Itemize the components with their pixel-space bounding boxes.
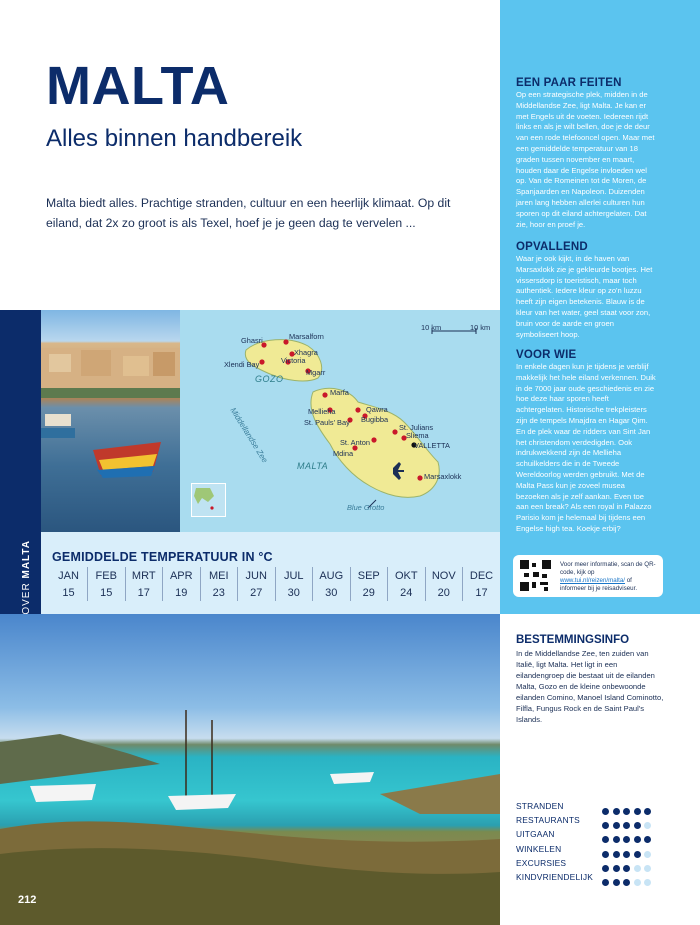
month-cell: MEI	[200, 567, 238, 584]
map-place: Marsaxlokk	[424, 472, 462, 481]
rating-row	[516, 814, 666, 828]
facts-heading: EEN PAAR FEITEN	[516, 77, 622, 89]
intro-paragraph: Malta biedt alles. Prachtige stranden, cultuur en een heerlijk klimaat. Op dit eiland, dat 2x zo groot is als Texel, hoef je je geen dag te vervelen ...	[46, 196, 451, 230]
month-cell: APR	[163, 567, 201, 584]
harbor-illustration	[41, 310, 180, 532]
rating-row	[516, 843, 666, 857]
map-place: VALLETTA	[414, 441, 450, 450]
facts-section	[516, 76, 658, 230]
map-scale: 10 km	[421, 323, 442, 332]
month-cell: SEP	[350, 567, 388, 584]
audience-section	[516, 348, 658, 535]
page-subtitle: Alles binnen handbereik	[46, 125, 303, 152]
rating-dot-filled	[602, 879, 609, 886]
month-cell: JUL	[275, 567, 313, 584]
temp-cell: 30	[313, 584, 351, 601]
bay-photo	[0, 614, 500, 925]
month-cell: AUG	[313, 567, 351, 584]
qr-text-after: of informeer bij je reisadviseur.	[560, 577, 638, 592]
month-row	[50, 567, 500, 584]
temp-cell: 30	[275, 584, 313, 601]
map-place: Marsalforn	[289, 332, 324, 341]
bay-illustration	[0, 614, 500, 925]
month-cell: DEC	[463, 567, 501, 584]
page-header	[46, 56, 486, 154]
map-place: Marfa	[330, 388, 349, 397]
temp-cell: 20	[425, 584, 463, 601]
notable-body: Waar je ook kijkt, in de haven van Marsaxlokk zie je gekleurde bootjes. Het vissersdorp is toeristisch, maar toch authentiek. Iedere kleur op zo'n luzzu heeft zijn eigen betekenis. Blauw is de kleur van het water, geel staat voor zon, bruin voor de aarde en groen symboliseert hoop.	[516, 254, 653, 339]
rating-row	[516, 871, 666, 885]
rating-dots	[602, 873, 655, 891]
temp-cell: 15	[62, 586, 75, 599]
temp-cell: 24	[388, 584, 426, 601]
month-cell: MRT	[125, 567, 163, 584]
rating-row	[516, 828, 666, 842]
destination-info	[516, 633, 666, 725]
rating-dot-filled	[623, 879, 630, 886]
month-cell: JUN	[238, 567, 276, 584]
map-malta-label: MALTA	[297, 461, 329, 471]
value-row	[50, 584, 500, 601]
qr-text	[560, 561, 658, 593]
side-tab-bold: MALTA	[21, 540, 32, 579]
qr-code-icon[interactable]	[520, 560, 551, 591]
map-sea-label: Middellandse Zee	[228, 406, 270, 465]
rating-label: RESTAURANTS	[516, 815, 580, 826]
map-place: Sliema	[406, 431, 429, 440]
temperature-grid	[50, 567, 500, 601]
ratings-list	[516, 800, 666, 885]
rating-dot-empty	[634, 879, 641, 886]
map-gozo-label: GOZO	[255, 374, 284, 384]
temp-cell: 17	[125, 584, 163, 601]
malta-map	[180, 310, 500, 532]
temp-cell: 27	[238, 584, 276, 601]
facts-column	[500, 0, 700, 614]
temp-cell: 17	[463, 584, 501, 601]
map-place: St. Pauls' Bay	[304, 418, 350, 427]
map-place: Mgarr	[306, 368, 326, 377]
map-scale: 10 km	[470, 323, 491, 332]
map-place: Bugibba	[361, 415, 389, 424]
notable-heading: OPVALLEND	[516, 241, 588, 253]
map-place: St. Anton	[340, 438, 370, 447]
audience-heading: VOOR WIE	[516, 349, 577, 361]
harbor-photo	[41, 310, 180, 532]
facts-body: Op een strategische plek, midden in de Middellandse Zee, ligt Malta. Je kan er met Engels uit de voeten. Iedereen rijdt links en als je wilt bellen, doe je de deur van een rode telefooncel open. Maar met een gemiddelde temperatuur van 18 graden tussen november en maart, houden daar de Engelse invloeden wel op. Van de Romeinen tot de Moren, de Spanjaarden en Napoleon. Duizenden jaren lang hebben allerlei culturen hun sporen op dit eiland achtergelaten. Dat zie, hoor en proef je.	[516, 90, 655, 229]
map-place: Xhagra	[294, 348, 318, 357]
temperature-heading: GEMIDDELDE TEMPERATUUR IN °C	[52, 550, 273, 564]
temp-cell: 29	[350, 584, 388, 601]
temp-cell: 19	[163, 584, 201, 601]
side-tab	[0, 310, 41, 614]
rating-dot-empty	[644, 879, 651, 886]
qr-card[interactable]	[513, 555, 663, 597]
locator-inset	[191, 483, 226, 517]
qr-text-before: Voor meer informatie, scan de QR-code, kijk op	[560, 561, 656, 576]
rating-label: UITGAAN	[516, 829, 555, 840]
month-cell: NOV	[425, 567, 463, 584]
map-grotto-label: Blue Grotto	[347, 503, 385, 512]
temp-cell: 23	[200, 584, 238, 601]
month-cell: FEB	[88, 567, 126, 584]
rating-label: STRANDEN	[516, 801, 564, 811]
rating-label: EXCURSIES	[516, 857, 567, 868]
map-place: Qawra	[366, 405, 388, 414]
destination-body: In de Middellandse Zee, ten zuiden van Italië, ligt Malta. Het ligt in een eilandengroep die bestaat uit de eilanden Malta, Gozo en de kleine onbewoonde eilanden Comino, Manoel Island Cominotto, Filfla, Fungus Rock en de Saint Paul's Islands.	[516, 649, 664, 724]
map-place: Ghasri	[241, 336, 263, 345]
temperature-table	[41, 532, 500, 614]
map-place: Xlendi Bay	[224, 360, 260, 369]
rating-label: KINDVRIENDELIJK	[516, 871, 593, 882]
page-number: 212	[18, 894, 37, 906]
rating-row	[516, 857, 666, 871]
destination-heading: BESTEMMINGSINFO	[516, 634, 630, 646]
audience-body: In enkele dagen kun je tijdens je verblijf makkelijk het hele eiland verkennen. Duik in de 7000 jaar oude geschiedenis en zie hoe deze haar sporen heeft achtergelaten. Historische trekpleisters zijn de tempels Mnajdra en Hagar Qim. En de plek waar de ridders van Sint Jan het christendom verdedigden. Ook indrukwekkend zijn de Mellieha schuilkelders die in de Tweede Wereldoorlog werden gebruikt. Met de Malta Pass kun je zoveel musea bezoeken als je zelf aankan. Even toe aan een break? Als een royal in Palazzo Parisio kom je helemaal bij tijdens een Engelse high tea. Koekje erbij?	[516, 362, 656, 533]
month-cell: OKT	[388, 567, 426, 584]
map-place: Victoria	[281, 356, 306, 365]
temp-cell: 15	[88, 584, 126, 601]
map-place: St. Julians	[399, 423, 434, 432]
map-place: Mdina	[333, 449, 354, 458]
page-title: MALTA	[46, 56, 230, 116]
map-place: Mellieha	[308, 407, 336, 416]
rating-label: WINKELEN	[516, 843, 562, 854]
month-cell: JAN	[58, 569, 79, 582]
qr-link[interactable]: www.tui.nl/reizen/malta/	[560, 577, 625, 584]
notable-section	[516, 240, 658, 340]
rating-dot-filled	[613, 879, 620, 886]
rating-row	[516, 800, 666, 814]
